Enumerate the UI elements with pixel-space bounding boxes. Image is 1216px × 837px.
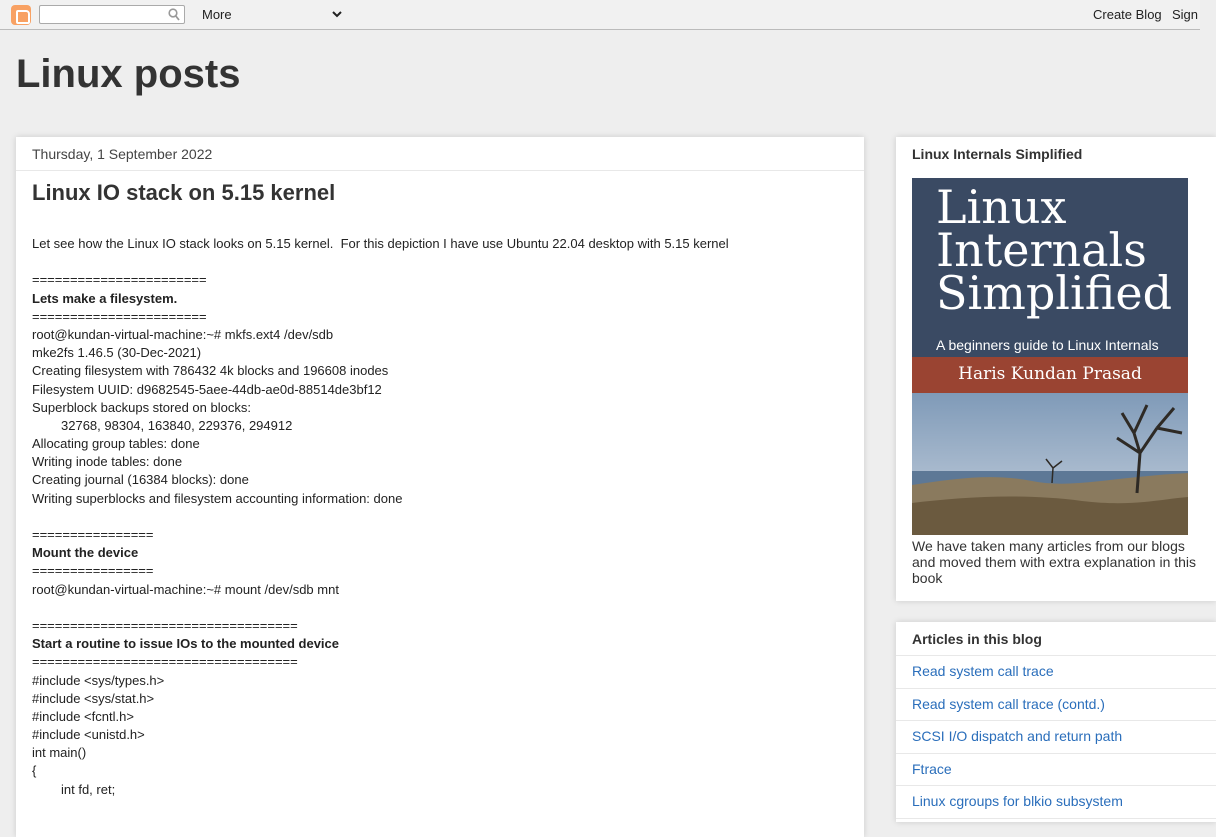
post-text-line: Filesystem UUID: d9682545-5aee-44db-ae0d-88514de3bf12: [32, 381, 382, 397]
post-text-line: ===================================: [32, 617, 298, 633]
post-text-line: root@kundan-virtual-machine:~# mount /dev/sdb mnt: [32, 581, 339, 597]
post: [16, 137, 864, 837]
post-text-line: #include <sys/stat.h>: [32, 690, 155, 706]
article-item[interactable]: [896, 721, 1216, 754]
post-text-line: {: [32, 763, 37, 779]
sign-in-link[interactable]: Sign: [1172, 7, 1199, 22]
search-input[interactable]: [42, 7, 162, 22]
article-link[interactable]: SCSI I/O dispatch and return path: [912, 728, 1123, 744]
article-link[interactable]: Read system call trace: [912, 663, 1054, 679]
article-list: [896, 656, 1216, 819]
post-text-line: root@kundan-virtual-machine:~# mkfs.ext4 /dev/sdb: [32, 326, 334, 342]
blog-title[interactable]: Linux posts: [16, 52, 241, 96]
search-icon[interactable]: [168, 8, 180, 21]
book-widget-title: Linux Internals Simplified: [912, 146, 1083, 162]
post-blank-line: [32, 508, 848, 526]
articles-widget-title: Articles in this blog: [912, 631, 1042, 647]
article-item[interactable]: [896, 754, 1216, 787]
chevron-down-icon[interactable]: [331, 9, 343, 19]
post-text-line: Creating journal (16384 blocks): done: [32, 472, 249, 488]
post-text-line: Let see how the Linux IO stack looks on 5.15 kernel. For this depiction I have use Ubuntu 22.04 desktop with 5.15 kernel: [32, 236, 729, 251]
post-text-line: ================: [32, 527, 154, 542]
book-widget: [896, 137, 1216, 601]
post-text-line: ===================================: [32, 654, 298, 670]
post-blank-line: [32, 253, 848, 271]
landscape-photo: [912, 393, 1188, 535]
post-text-line: int main(): [32, 745, 87, 761]
post-text-line: Writing superblocks and filesystem accounting information: done: [32, 490, 403, 506]
article-link[interactable]: Linux cgroups for blkio subsystem: [912, 793, 1123, 809]
post-text-line: Writing inode tables: done: [32, 454, 183, 470]
post-section-heading: Mount the device: [32, 545, 139, 561]
post-text-line: =======================: [32, 272, 207, 288]
post-text-line: #include <unistd.h>: [32, 727, 145, 743]
article-link[interactable]: Ftrace: [912, 760, 952, 777]
article-item[interactable]: [896, 786, 1216, 819]
blogger-logo-icon[interactable]: [11, 5, 31, 25]
book-cover-image[interactable]: [912, 178, 1188, 535]
post-text-line: Allocating group tables: done: [32, 436, 200, 452]
articles-widget: [896, 622, 1216, 822]
post-text-line: #include <sys/types.h>: [32, 672, 165, 688]
post-text-line: #include <fcntl.h>: [32, 708, 134, 724]
post-text-line: ================: [32, 563, 154, 579]
post-text-line: Superblock backups stored on blocks:: [32, 399, 251, 415]
book-cover-author: Haris Kundan Prasad: [958, 364, 1142, 384]
post-body: [32, 235, 848, 799]
book-caption: We have taken many articles from our blogs and moved them with extra explanation in this book: [912, 538, 1197, 586]
post-section-heading: Start a routine to issue IOs to the mounted device: [32, 636, 339, 652]
post-text-line: Creating filesystem with 786432 4k blocks and 196608 inodes: [32, 363, 389, 379]
post-title[interactable]: Linux IO stack on 5.15 kernel: [32, 180, 336, 205]
post-blank-line: [32, 599, 848, 617]
post-text-line: mke2fs 1.46.5 (30-Dec-2021): [32, 345, 202, 361]
post-divider: [16, 170, 864, 171]
post-text-line: 32768, 98304, 163840, 229376, 294912: [61, 417, 293, 433]
article-item[interactable]: [896, 656, 1216, 689]
book-cover-subtitle: A beginners guide to Linux Internals: [936, 337, 1159, 353]
article-item[interactable]: [896, 689, 1216, 722]
post-text-line: int fd, ret;: [61, 781, 116, 797]
post-text-line: =======================: [32, 308, 207, 324]
more-dropdown[interactable]: More: [202, 7, 232, 22]
post-date: Thursday, 1 September 2022: [32, 146, 213, 162]
navbar: [0, 0, 1200, 30]
create-blog-link[interactable]: Create Blog: [1093, 7, 1162, 22]
article-link[interactable]: Read system call trace (contd.): [912, 695, 1105, 712]
post-section-heading: Lets make a filesystem.: [32, 290, 178, 306]
navbar-search-box[interactable]: [39, 5, 185, 24]
book-cover-title: Linux Internals Simplified: [936, 180, 1173, 320]
